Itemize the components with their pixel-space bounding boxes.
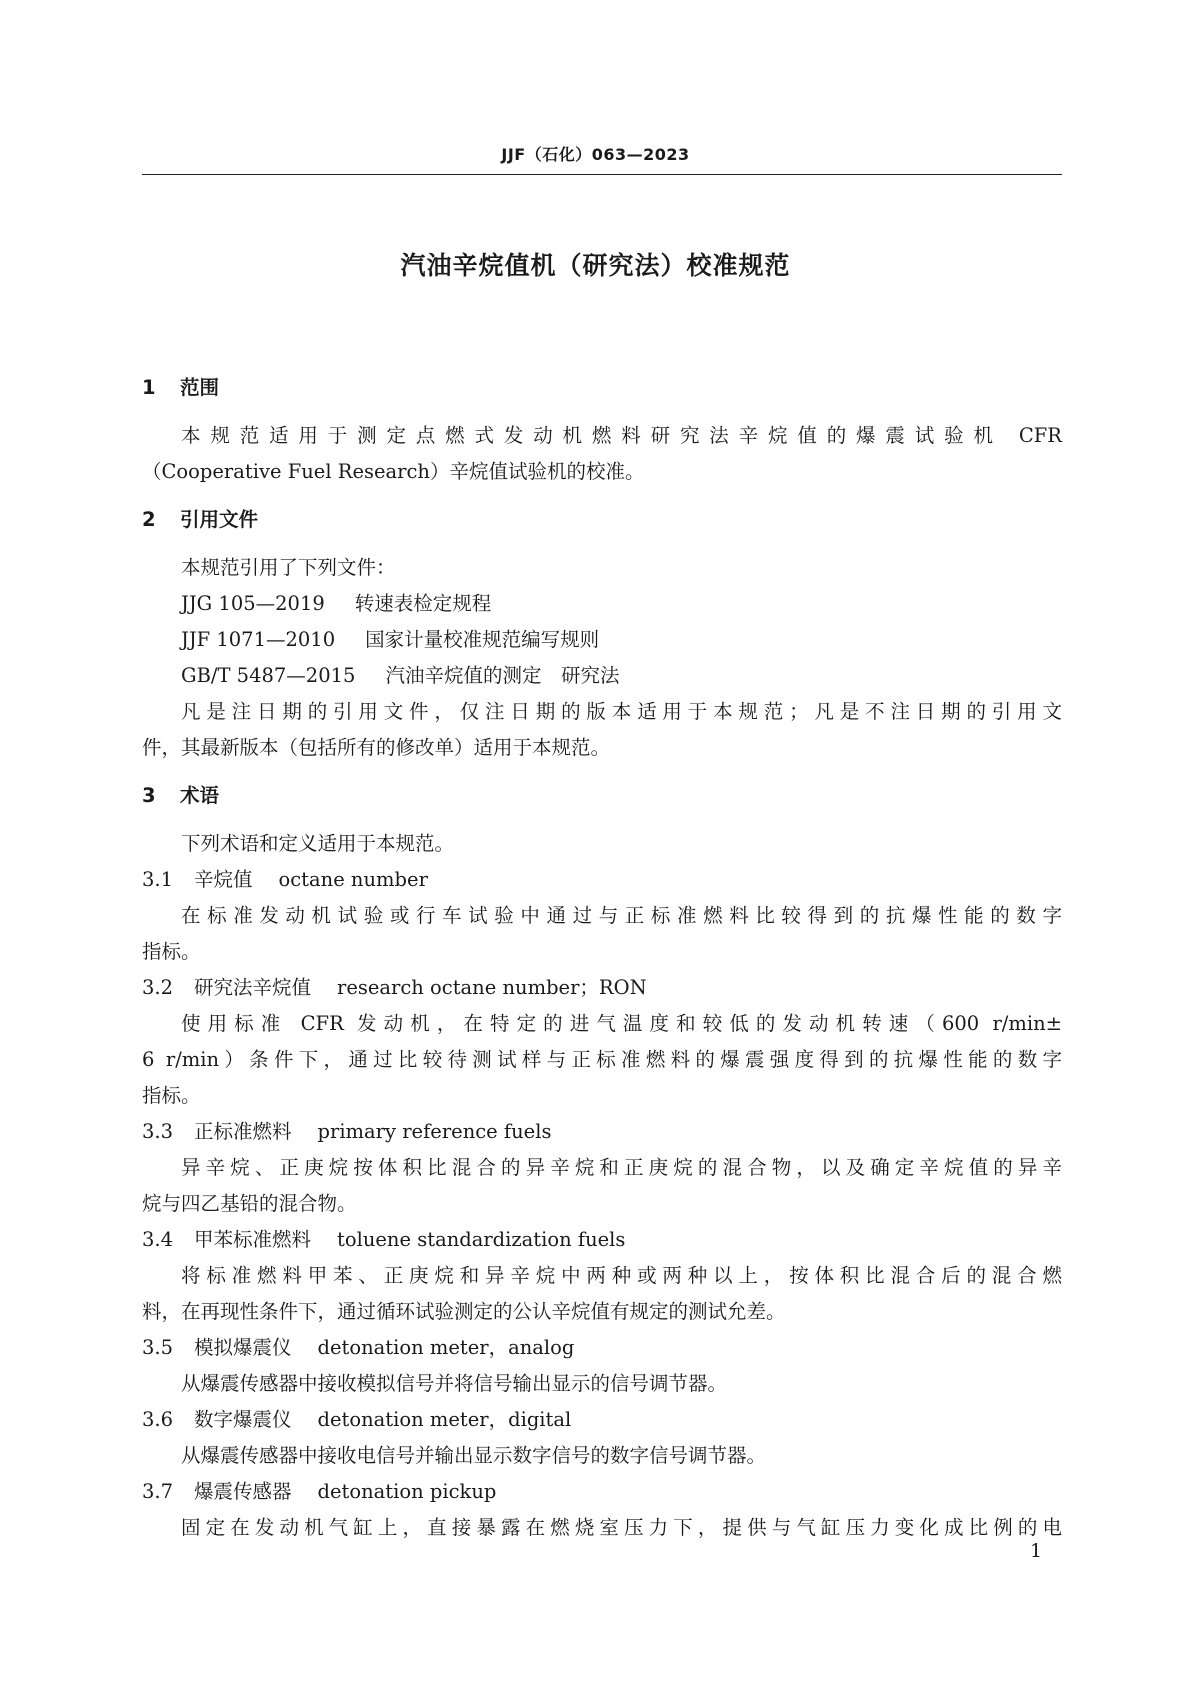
term-english: research octane number；RON — [337, 976, 647, 999]
section-heading-terms — [142, 778, 1062, 814]
term-definition-line: 使用标准 CFR 发动机，在特定的进气温度和较低的发动机转速（600 r/min± — [181, 1012, 1062, 1035]
term-number: 3.4 — [142, 1228, 174, 1251]
term-english: detonation pickup — [317, 1480, 497, 1503]
section-title: 范围 — [180, 376, 220, 399]
page-number: 1 — [1030, 1540, 1043, 1562]
term-definition-line: 从爆震传感器中接收模拟信号并将信号输出显示的信号调节器。 — [181, 1372, 728, 1395]
term-chinese: 数字爆震仪 — [194, 1408, 292, 1431]
term-number: 3.6 — [142, 1408, 174, 1431]
term-definition-line: 指标。 — [142, 1084, 201, 1107]
paragraph-line: 本规范适用于测定点燃式发动机燃料研究法辛烷值的爆震试验机 CFR — [181, 424, 1062, 447]
term-english: toluene standardization fuels — [337, 1228, 626, 1251]
document-body — [142, 358, 1062, 1546]
term-number: 3.3 — [142, 1120, 174, 1143]
section-title: 引用文件 — [180, 508, 259, 531]
paragraph-line: 本规范引用了下列文件： — [181, 556, 396, 579]
term-number: 3.2 — [142, 976, 174, 999]
section-number: 1 — [142, 376, 156, 399]
term-entry — [142, 1114, 1062, 1150]
reference-item — [142, 622, 1062, 658]
section-heading-references — [142, 502, 1062, 538]
term-entry — [142, 1222, 1062, 1258]
reference-code: GB/T 5487—2015 — [181, 664, 356, 687]
term-entry — [142, 1474, 1062, 1510]
term-chinese: 辛烷值 — [194, 868, 253, 891]
reference-name: 转速表检定规程 — [354, 592, 492, 615]
term-chinese: 爆震传感器 — [194, 1480, 292, 1503]
reference-code: JJF 1071—2010 — [181, 628, 336, 651]
section-number: 2 — [142, 508, 156, 531]
reference-code: JJG 105—2019 — [181, 592, 325, 615]
section-number: 3 — [142, 784, 156, 807]
term-definition-line: 将标准燃料甲苯、正庚烷和异辛烷中两种或两种以上，按体积比混合后的混合燃 — [181, 1264, 1062, 1287]
term-definition-line: 料，在再现性条件下，通过循环试验测定的公认辛烷值有规定的测试允差。 — [142, 1300, 786, 1323]
term-english: detonation meter，digital — [317, 1408, 572, 1431]
term-english: detonation meter，analog — [317, 1336, 575, 1359]
term-entry — [142, 970, 1062, 1006]
term-chinese: 正标准燃料 — [194, 1120, 292, 1143]
term-chinese: 甲苯标准燃料 — [194, 1228, 312, 1251]
section-heading-scope — [142, 370, 1062, 406]
term-definition-line: 异辛烷、正庚烷按体积比混合的异辛烷和正庚烷的混合物，以及确定辛烷值的异辛 — [181, 1156, 1062, 1179]
term-number: 3.5 — [142, 1336, 174, 1359]
term-number: 3.1 — [142, 868, 174, 891]
standard-code-header: JJF（石化）063—2023 — [501, 145, 690, 164]
term-definition-line: 从爆震传感器中接收电信号并输出显示数字信号的数字信号调节器。 — [181, 1444, 767, 1467]
term-definition-line: 烷与四乙基铅的混合物。 — [142, 1192, 357, 1215]
term-english: primary reference fuels — [317, 1120, 552, 1143]
term-entry — [142, 862, 1062, 898]
term-definition-line: 6 r/min）条件下，通过比较待测试样与正标准燃料的爆震强度得到的抗爆性能的数字 — [142, 1048, 1062, 1071]
term-entry — [142, 1330, 1062, 1366]
term-entry — [142, 1402, 1062, 1438]
document-title: 汽油辛烷值机（研究法）校准规范 — [400, 251, 791, 280]
reference-item — [142, 658, 1062, 694]
header-rule — [142, 174, 1062, 175]
paragraph-line: 件，其最新版本（包括所有的修改单）适用于本规范。 — [142, 736, 611, 759]
term-chinese: 研究法辛烷值 — [194, 976, 312, 999]
term-definition-line: 指标。 — [142, 940, 201, 963]
paragraph-line: 凡是注日期的引用文件，仅注日期的版本适用于本规范；凡是不注日期的引用文 — [181, 700, 1062, 723]
paragraph-line: （Cooperative Fuel Research）辛烷值试验机的校准。 — [142, 460, 645, 483]
section-title: 术语 — [180, 784, 220, 807]
term-definition-line: 固定在发动机气缸上，直接暴露在燃烧室压力下，提供与气缸压力变化成比例的电 — [181, 1516, 1062, 1539]
reference-item — [142, 586, 1062, 622]
term-english: octane number — [278, 868, 428, 891]
reference-name: 汽油辛烷值的测定 研究法 — [385, 664, 620, 687]
term-number: 3.7 — [142, 1480, 174, 1503]
paragraph-line: 下列术语和定义适用于本规范。 — [181, 832, 455, 855]
term-definition-line: 在标准发动机试验或行车试验中通过与正标准燃料比较得到的抗爆性能的数字 — [181, 904, 1062, 927]
reference-name: 国家计量校准规范编写规则 — [365, 628, 600, 651]
term-chinese: 模拟爆震仪 — [194, 1336, 292, 1359]
